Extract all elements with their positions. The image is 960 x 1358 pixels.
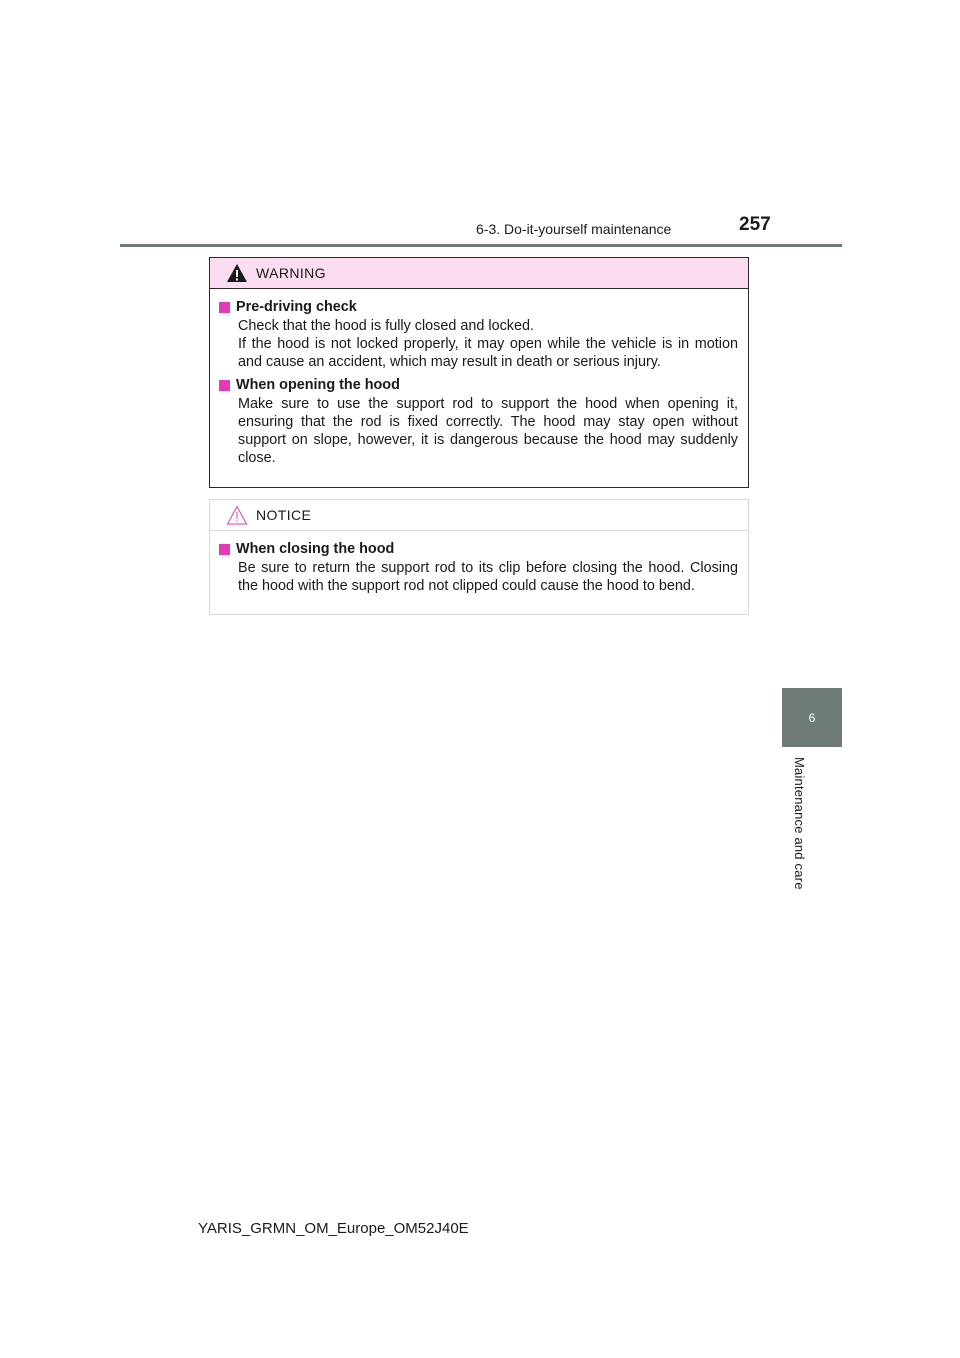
square-bullet-icon (219, 380, 230, 391)
section-title: 6-3. Do-it-yourself maintenance (476, 221, 672, 237)
notice-item (220, 539, 738, 595)
caution-icon (226, 505, 248, 525)
page-number: 257 (739, 214, 771, 235)
chapter-tab (782, 688, 842, 747)
warning-icon (226, 263, 248, 283)
item-paragraph: If the hood is not locked properly, it may open while the vehicle is in motion and cause an accident, which may result in death or serious injury. (238, 336, 738, 370)
warning-title: WARNING (256, 265, 326, 281)
notice-body (210, 531, 748, 595)
warning-item (220, 375, 738, 467)
item-paragraph: Check that the hood is fully closed and locked. (238, 318, 534, 334)
notice-title: NOTICE (256, 507, 312, 523)
warning-box (209, 257, 749, 488)
warning-header (210, 258, 748, 289)
item-paragraph: Be sure to return the support rod to its clip before closing the hood. Closing the hood with the support rod not clipped could cause the hood to bend. (238, 560, 738, 594)
warning-item (220, 297, 738, 371)
item-heading: Pre-driving check (236, 299, 357, 315)
notice-box (209, 499, 749, 615)
item-paragraph: Make sure to use the support rod to support the hood when opening it, ensuring that the rod is fixed correctly. The hood may stay open without support on slope, however, it is dangerous because the hood may suddenly close. (238, 396, 738, 466)
notice-header (210, 500, 748, 531)
chapter-label: Maintenance and care (792, 757, 807, 890)
square-bullet-icon (219, 302, 230, 313)
item-heading: When opening the hood (236, 377, 400, 393)
item-heading: When closing the hood (236, 541, 395, 557)
square-bullet-icon (219, 544, 230, 555)
document-code: YARIS_GRMN_OM_Europe_OM52J40E (198, 1220, 469, 1237)
warning-body (210, 289, 748, 467)
chapter-number: 6 (808, 710, 816, 725)
header-divider (120, 244, 842, 247)
